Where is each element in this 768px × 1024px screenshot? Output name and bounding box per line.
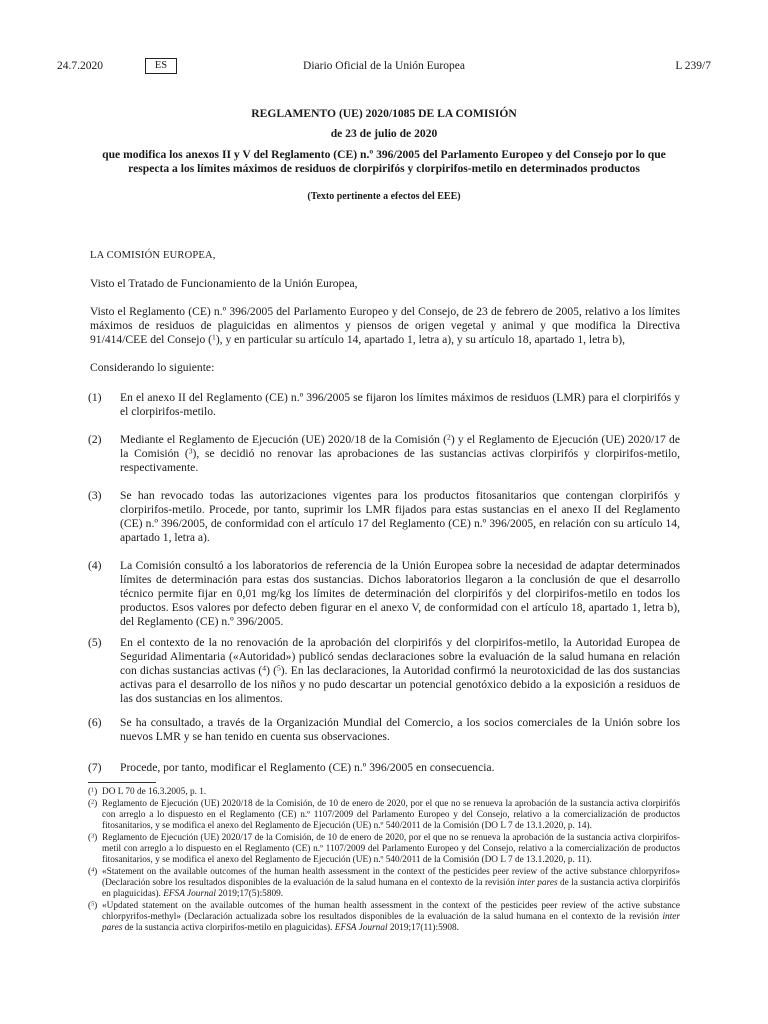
footnote-ref[interactable]: 5 — [277, 663, 281, 673]
footnote-text: DO L 70 de 16.3.2005, p. 1. — [102, 787, 207, 797]
footnote-mark: ($^4$) — [88, 866, 98, 877]
publication-date: 24.7.2020 — [57, 60, 103, 72]
page-header — [57, 58, 711, 76]
recital-text-part: ), se decidió no renovar las aprobaciones de las sustancias activas clorpirifós y clorpirifos-metilo, respectivamente. — [120, 446, 681, 474]
recital-text: Se han revocado todas las autorizaciones vigentes para los productos fitosanitarios que contengan clorpirifós y clorpirifos-metilo. Procede, por tanto, suprimir los LMR fijados para estas sustancias en el anexo II del Reglamento (CE) n.º 396/2005, de conformidad con el artículo 17 del Reglamento (CE) n.º 396/2005, en relación con su artículo 14, apartado 1, letra a). — [120, 489, 680, 544]
citation-text-part: Visto el Reglamento (CE) n.º 396/2005 del Parlamento Europeo y del Consejo, de 23 de febrero de 2005, relativo a los límites máximos de residuos de plaguicidas en alimentos y piensos de origen vegetal y animal y que modifica la Directiva 91/414/CEE del Consejo ( — [90, 305, 680, 346]
recital-number: (5) — [88, 636, 102, 649]
footnotes — [88, 787, 680, 935]
recital-3 — [88, 489, 680, 545]
recital-number: (1) — [88, 391, 102, 404]
footnote-mark: ($^5$) — [88, 901, 98, 912]
regulation-subject: que modifica los anexos II y V del Reglamento (CE) n.º 396/2005 del Parlamento Europeo y del Consejo por lo que respecta a los límites máximos de residuos de clorpirifós y clorpirifos-metilo en determinados productos — [102, 147, 666, 176]
footnote-mark: ($^1$) — [88, 787, 98, 797]
footnote-text: «Updated statement on the available outcomes of the human health assessment in the context of the pesticides peer review of the active substance chlorpyrifos-methyl» (Declaración actualizada sobre los resultados disponibles de la evaluación de la salud humana en el contexto de la revisión inter pares de la sustancia activa clorpirifos-metilo en plaguicidas). EFSA Journal 2019;17(11):5908. — [102, 901, 680, 934]
institution-heading: LA COMISIÓN EUROPEA, — [90, 250, 216, 261]
language-badge: ES — [145, 58, 177, 74]
regulation-title: REGLAMENTO (UE) 2020/1085 DE LA COMISIÓN — [251, 107, 517, 120]
recital-number: (7) — [88, 761, 102, 774]
footnote-divider — [88, 782, 156, 783]
recital-5 — [88, 636, 680, 706]
citation-treaty: Visto el Tratado de Funcionamiento de la Unión Europea, — [90, 277, 358, 290]
footnote-text: «Statement on the available outcomes of the human health assessment in the context of the pesticides peer review of the active substance chlorpyrifos» (Declaración sobre los resultados disponibles de la evaluación de la salud humana en el contexto de la revisión inter pares de la sustancia activa clorpirifós en plaguicidas). EFSA Journal 2019;17(5):5809. — [102, 866, 680, 900]
recital-text-part: ). En las declaraciones, la Autoridad confirmó la neurotoxicidad de las dos sustancias activas para el desarrollo de los niños y no pudo descartar un potencial genotóxico debido a la exposición a residuos de las dos sustancias en los alimentos. — [120, 663, 680, 705]
regulation-date: de 23 de julio de 2020 — [330, 127, 438, 141]
citation-text-part: ), y en particular su artículo 14, apartado 1, letra a), y su artículo 18, apartado 1, letra b), — [215, 332, 625, 346]
journal-title: Diario Oficial de la Unión Europea — [303, 60, 465, 72]
recital-text: Se ha consultado, a través de la Organización Mundial del Comercio, a los socios comerciales de la Unión sobre los nuevos LMR y se han tenido en cuenta sus observaciones. — [120, 716, 680, 743]
recital-text-part: ) ( — [266, 663, 278, 677]
citation-regulation — [90, 305, 680, 347]
recital-text-part: ) y el Reglamento de Ejecución (UE) 2020/17 de la Comisión ( — [120, 433, 680, 460]
footnote-mark: ($^2$) — [88, 798, 98, 809]
eee-relevance-note: (Texto pertinente a efectos del EEE) — [307, 190, 461, 202]
footnote-4 — [88, 867, 680, 901]
recital-text: La Comisión consultó a los laboratorios de referencia de la Unión Europea sobre la necesidad de adaptar determinados límites de determinación para estas dos sustancias. Dichos laboratorios llegaron a la conclusión de que el desarrollo técnico permite fijar en 0,01 mg/kg los límites de determinación del clorpirifós y del clorpirifos-metilo en todos los productos. Esos valores por defecto deben figurar en el anexo V, de conformidad con el artículo 18, apartado 1, letra b), del Reglamento (CE) n.º 396/2005. — [120, 559, 680, 628]
footnote-ref[interactable]: 1 — [212, 332, 216, 342]
recital-text-part: En el contexto de la no renovación de la aprobación del clorpirifós y del clorpirifos-metilo, la Autoridad Europea de Seguridad Alimentaria («Autoridad») publicó sendas declaraciones sobre la evaluación de la salud humana en relación con dichas sustancias activas ( — [120, 636, 680, 677]
footnote-text: Reglamento de Ejecución (UE) 2020/18 de la Comisión, de 10 de enero de 2020, por el que no se renueva la aprobación de la sustancia activa clorpirifós con arreglo a lo dispuesto en el Reglamento (CE) n.º 1107/2009 del Parlamento Europeo y del Consejo, relativo a la comercialización de productos fitosanitarios, y se modifica el anexo del Reglamento de Ejecución (UE) n.º 540/2011 de la Comisión (DO L 7 de 13.1.2020, p. 14). — [102, 798, 680, 832]
footnote-ref[interactable]: 2 — [447, 432, 451, 442]
footnote-5 — [88, 901, 680, 935]
recital-text — [120, 636, 680, 706]
recital-number: (4) — [88, 559, 102, 572]
footnote-mark: ($^3$) — [88, 832, 98, 843]
recital-7 — [88, 761, 680, 775]
recital-1 — [88, 391, 680, 419]
whereas-intro: Considerando lo siguiente: — [90, 361, 215, 374]
regulation-title-block — [100, 107, 668, 204]
recital-number: (6) — [88, 716, 102, 729]
footnote-1 — [88, 787, 680, 798]
recital-text-part: Mediante el Reglamento de Ejecución (UE) 2020/18 de la Comisión ( — [120, 433, 448, 446]
recital-6 — [88, 716, 680, 744]
footnote-2 — [88, 799, 680, 833]
footnote-3 — [88, 833, 680, 867]
recital-4 — [88, 559, 680, 629]
recital-number: (2) — [88, 433, 102, 446]
recital-number: (3) — [88, 489, 102, 502]
recital-2 — [88, 433, 680, 475]
footnote-ref[interactable]: 4 — [262, 663, 267, 673]
recital-text: Procede, por tanto, modificar el Reglamento (CE) n.º 396/2005 en consecuencia. — [120, 761, 495, 774]
page-reference: L 239/7 — [675, 60, 711, 72]
footnote-text: Reglamento de Ejecución (UE) 2020/17 de la Comisión, de 10 de enero de 2020, por el que no se renueva la aprobación de la sustancia activa clorpirifos-metil con arreglo a lo dispuesto en el Reglamento (CE) n.º 1107/2009 del Parlamento Europeo y del Consejo, relativo a la comercialización de productos fitosanitarios, y se modifica el anexo del Reglamento de Ejecución (UE) n.º 540/2011 de la Comisión (DO L 7 de 13.1.2020, p. 11). — [102, 832, 680, 866]
recital-text: En el anexo II del Reglamento (CE) n.º 396/2005 se fijaron los límites máximos de residuos (LMR) para el clorpirifós y el clorpirifos-metilo. — [120, 391, 680, 418]
footnote-ref[interactable]: 3 — [188, 446, 193, 456]
recital-text — [120, 433, 680, 475]
